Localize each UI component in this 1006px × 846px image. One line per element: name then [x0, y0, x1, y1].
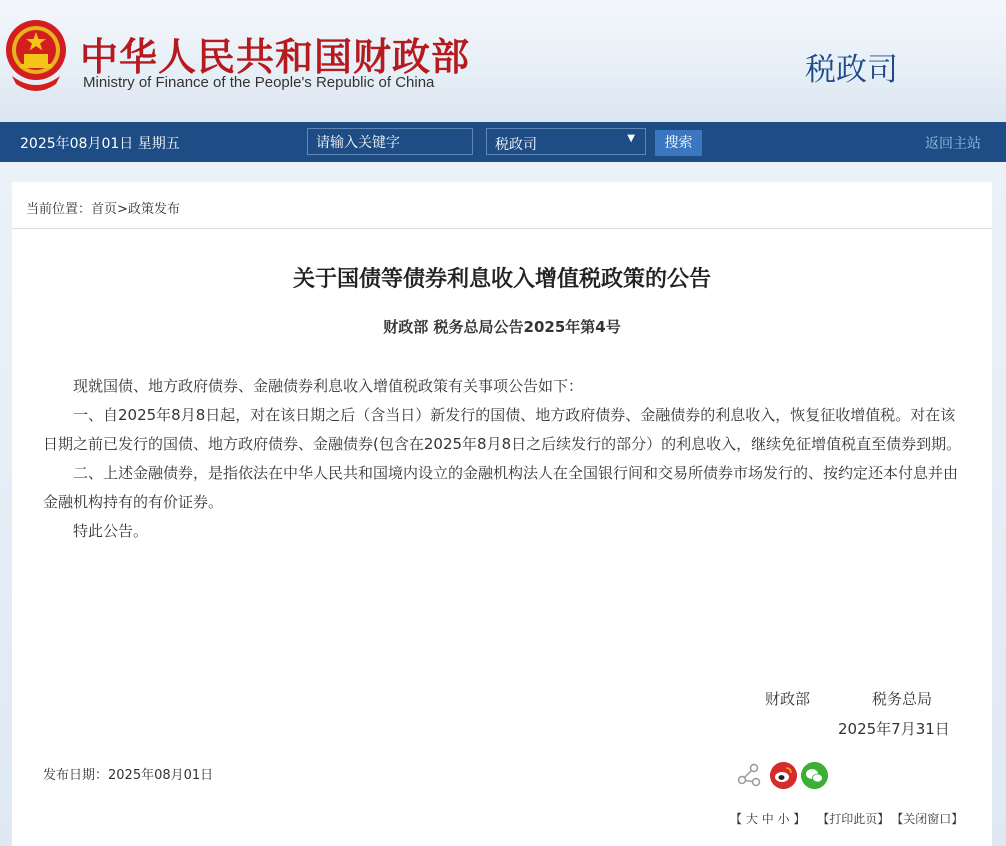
weibo-icon[interactable]: [770, 762, 797, 789]
publish-date: 发布日期：2025年08月01日: [43, 768, 214, 783]
search-input[interactable]: [307, 128, 473, 155]
font-size-close: 】: [793, 812, 806, 826]
breadcrumb: [26, 198, 180, 217]
close-window-link[interactable]: 【关闭窗口】: [897, 812, 964, 826]
signed-date: 2025年7月31日: [838, 720, 950, 738]
national-emblem-icon: [4, 18, 68, 92]
paragraph-2: 二、上述金融债券，是指依法在中华人民共和国境内设立的金融机构法人在全国银行间和交易所债券市场发行的、按约定还本付息并由金融机构持有的有价证券。: [43, 464, 959, 511]
site-header: [0, 0, 1006, 122]
breadcrumb-separator: >: [117, 202, 128, 217]
font-medium-link[interactable]: 中: [761, 812, 774, 826]
department-name: 税政司: [805, 52, 898, 88]
return-home-link[interactable]: 返回主站: [925, 136, 981, 152]
org-name-cn: 中华人民共和国财政部: [80, 35, 471, 79]
nav-bar: [0, 122, 1006, 162]
share-icon[interactable]: [736, 762, 762, 788]
search-button[interactable]: 搜索: [655, 130, 702, 156]
divider: [12, 228, 992, 229]
article-panel: [12, 182, 992, 846]
org-name-en: Ministry of Finance of the People's Republic of China: [83, 74, 435, 91]
font-large-link[interactable]: 大: [745, 812, 758, 826]
article-body: [43, 372, 963, 546]
paragraph-1: 一、自2025年8月8日起，对在该日期之后（含当日）新发行的国债、地方政府债券、金融债券的利息收入，恢复征收增值税。对在该日期之前已发行的国债、地方政府债券、金融债券(包含在2025年8月8日之后续发行的部分）的利息收入，继续免征增值税直至债券到期。: [43, 406, 962, 453]
signatory-mof: 财政部: [765, 690, 811, 708]
document-number: 财政部 税务总局公告2025年第4号: [383, 318, 621, 336]
article-title: 关于国债等债券利息收入增值税政策的公告: [292, 267, 711, 292]
font-size-open: 【: [730, 812, 743, 826]
search-scope-value: 税政司: [495, 137, 537, 153]
breadcrumb-prefix: 当前位置：: [26, 202, 92, 217]
font-small-link[interactable]: 小: [777, 812, 790, 826]
wechat-icon[interactable]: [801, 762, 828, 789]
print-page-link[interactable]: 【打印此页】: [817, 812, 890, 826]
breadcrumb-home-link[interactable]: 首页: [91, 202, 118, 217]
breadcrumb-section-link[interactable]: 政策发布: [127, 202, 180, 217]
search-scope-select[interactable]: [486, 128, 646, 155]
signatories: [765, 688, 932, 709]
paragraph-closing: 特此公告。: [73, 522, 149, 540]
font-size-switcher: [730, 812, 805, 826]
chevron-down-icon: ▼: [627, 133, 635, 144]
current-date: 2025年08月01日 星期五: [20, 136, 180, 152]
signatory-sat: 税务总局: [872, 690, 933, 708]
paragraph-intro: 现就国债、地方政府债券、金融债券利息收入增值税政策有关事项公告如下：: [73, 377, 584, 395]
page-tools: [730, 810, 971, 827]
